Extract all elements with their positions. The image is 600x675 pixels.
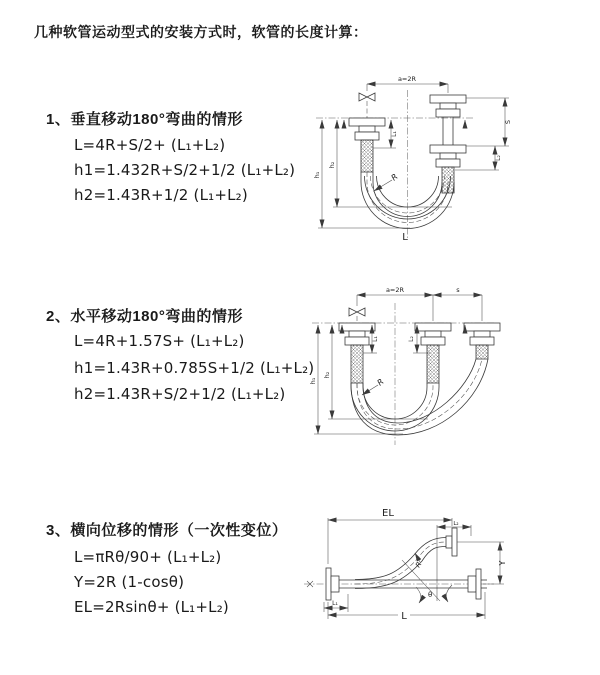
page-title: 几种软管运动型式的安装方式时，软管的长度计算： (34, 24, 368, 40)
dim-label-s: S (504, 119, 512, 125)
right-flange-fitting-top (430, 95, 466, 117)
dim-label-l1: L₁ (391, 131, 398, 137)
left-flange-fitting (339, 323, 375, 345)
valve-icon (349, 308, 365, 316)
dim-y (457, 542, 507, 584)
section2-formula-h1: h1=1.43R+0.785S+1/2 (L₁+L₂) (74, 359, 315, 377)
section1-formula-h2: h2=1.43R+1/2 (L₁+L₂) (74, 186, 248, 204)
radius-callout (374, 172, 400, 191)
dim-label-y: Y (498, 560, 507, 566)
right-flange-fitting (464, 323, 500, 345)
dim-s (466, 98, 512, 146)
dim-label-l2: L₂ (408, 336, 415, 342)
left-hose-braid (351, 345, 363, 383)
dim-label-a2r: a=2R (397, 75, 417, 83)
dim-label-l1: L₁ (372, 336, 379, 342)
dim-label-l2: L₂ (495, 155, 502, 161)
dim-label-h1: h₁ (309, 377, 317, 385)
dim-label-s: s (456, 286, 460, 294)
section3-formula-l: L=πRθ/90+ (L₁+L₂) (74, 548, 222, 566)
dim-label-l: L (401, 611, 407, 622)
section1-heading: 1、垂直移动180°弯曲的情形 (46, 111, 243, 128)
dim-label-l1: L₁ (332, 600, 338, 607)
valve-icon (359, 93, 375, 101)
middle-flange-fitting (415, 323, 451, 345)
section2-heading: 2、水平移动180°弯曲的情形 (46, 308, 243, 325)
section3-heading: 3、横向位移的情形（一次性变位） (46, 522, 288, 539)
dim-label-h1: h₁ (313, 171, 321, 179)
section2-formula-h2: h2=1.43R+S/2+1/2 (L₁+L₂) (74, 385, 286, 403)
left-flange-fitting (326, 568, 339, 600)
radius-label: R (389, 172, 400, 183)
dim-label-l2: L₂ (453, 521, 459, 527)
middle-hose-braid (427, 345, 439, 383)
right-hose-braid (476, 345, 488, 359)
left-hose-braid (361, 140, 373, 172)
diagram-vertical-180-bend (312, 70, 597, 266)
diagram-horizontal-180-bend (308, 283, 600, 463)
diagram-lateral-displacement (298, 496, 600, 654)
angle-label: θ (428, 591, 433, 599)
section3-formula-y: Y=2R (1-cosθ) (74, 573, 185, 591)
dim-label-h2: h₂ (323, 371, 331, 379)
length-label: L (402, 232, 408, 243)
dim-label-a2r: a=2R (385, 286, 405, 294)
section2-formula-l: L=4R+1.57S+ (L₁+L₂) (74, 332, 245, 350)
hose-s-curve (355, 538, 446, 589)
left-flange-fitting (349, 118, 385, 140)
section1-formula-l: L=4R+S/2+ (L₁+L₂) (74, 136, 226, 154)
section3-formula-el: EL=2Rsinθ+ (L₁+L₂) (74, 598, 229, 616)
section1-formula-h1: h1=1.432R+S/2+1/2 (L₁+L₂) (74, 161, 296, 179)
dim-h2 (328, 120, 452, 207)
dim-l (328, 592, 485, 622)
radius-label: R (375, 377, 386, 388)
right-flange-fitting-lower (430, 145, 466, 167)
dim-el (328, 508, 452, 564)
radius-label: R (414, 560, 424, 570)
angle-theta (402, 560, 452, 603)
dim-s (433, 286, 482, 321)
radius-callout (362, 377, 386, 395)
upper-flange-fitting (446, 528, 457, 556)
dim-label-h2: h₂ (328, 161, 336, 169)
dim-label-el: EL (382, 508, 394, 519)
